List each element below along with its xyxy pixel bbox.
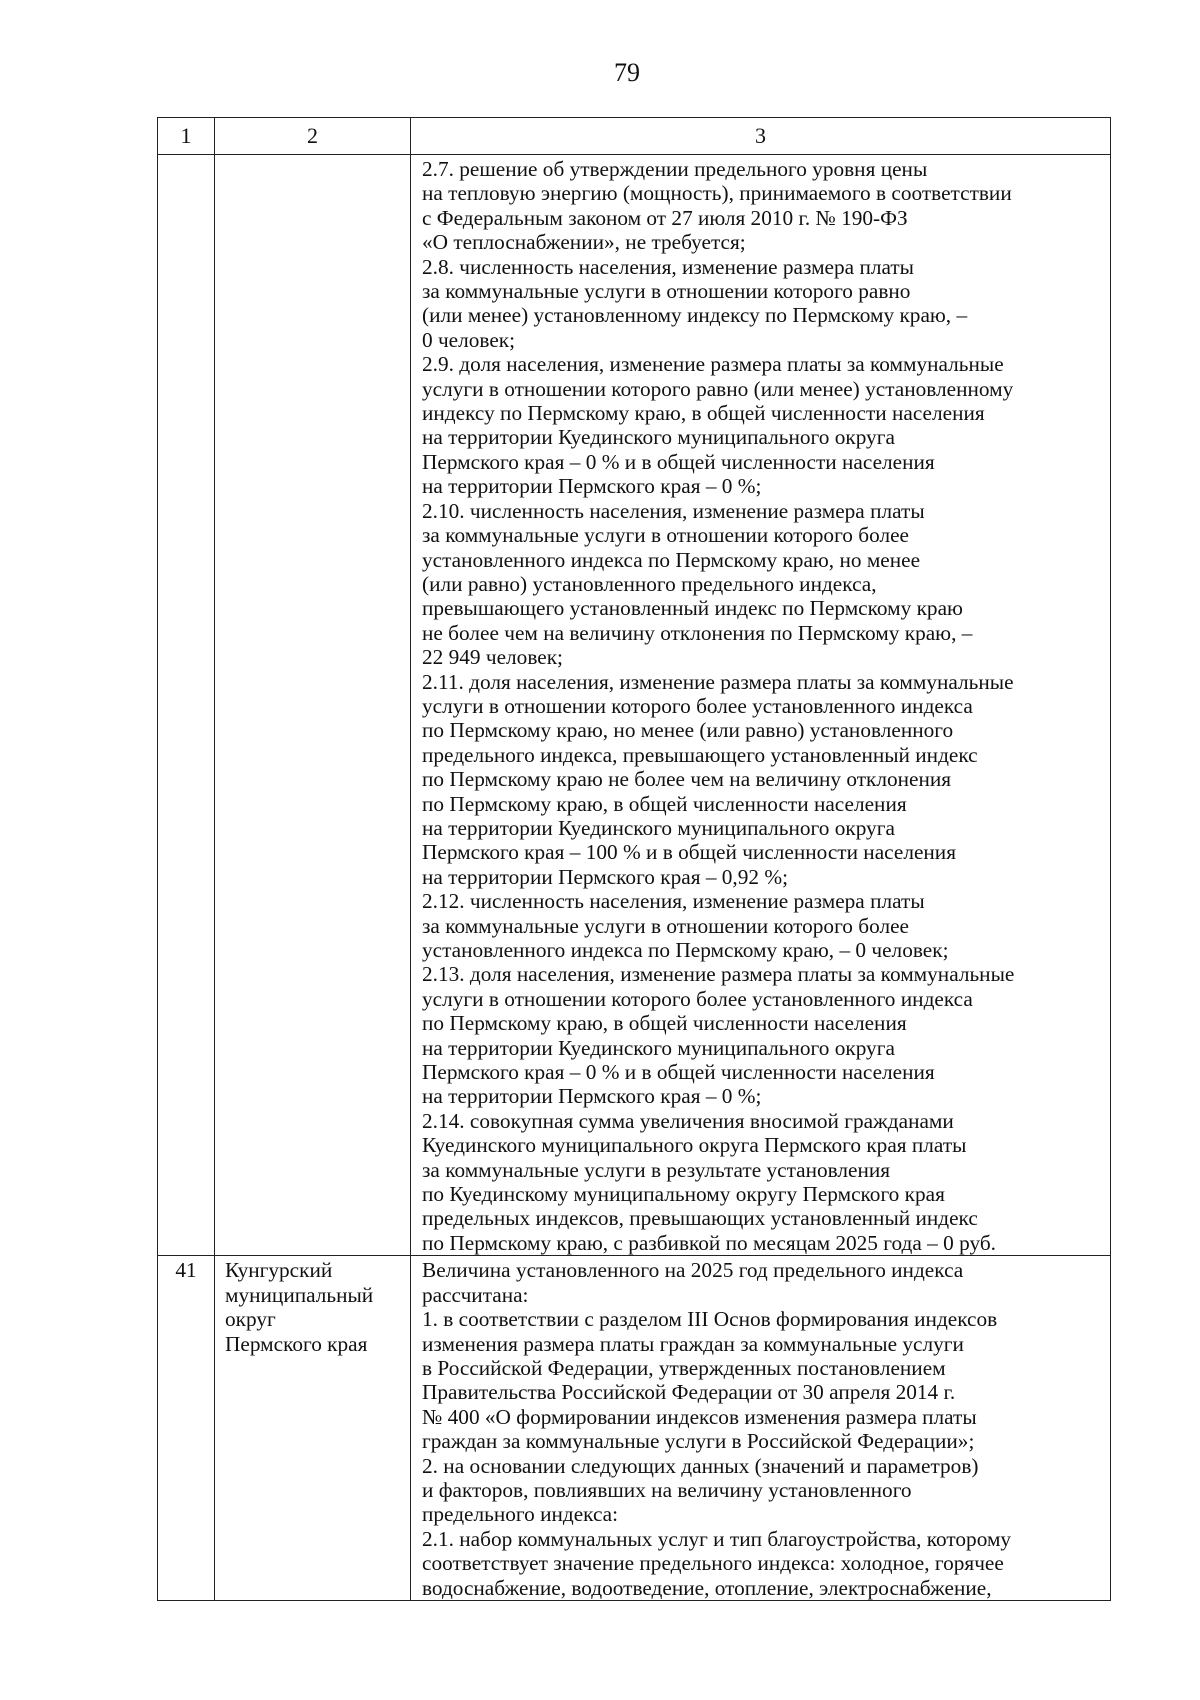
text-line: за коммунальные услуги в отношении которого более [422, 913, 909, 938]
table-header-row [158, 118, 1111, 155]
row-number-cell: 41 [158, 1256, 215, 1601]
row-number-cell [158, 155, 215, 1256]
text-line: 2.13. доля населения, изменение размера платы за коммунальные [422, 962, 1015, 987]
document-table [157, 117, 1111, 1601]
table-row [158, 1256, 1111, 1601]
text-line: предельных индексов, превышающих установленный индекс [422, 1206, 978, 1231]
text-line: 2.14. совокупная сумма увеличения вносимой гражданами [422, 1108, 954, 1133]
header-col-3: 3 [411, 118, 1111, 155]
text-line: 2.1. набор коммунальных услуг и тип благоустройства, которому [422, 1526, 1012, 1551]
text-line: по Пермскому краю, но менее (или равно) установленного [422, 718, 954, 743]
text-line: по Пермскому краю, в общей численности населения [422, 1011, 907, 1036]
text-line: изменения размера платы граждан за коммунальные услуги [422, 1331, 964, 1356]
text-line: индексу по Пермскому краю, в общей численности населения [422, 401, 985, 426]
text-line: на территории Куединского муниципального округа [422, 1035, 895, 1060]
table-row [158, 155, 1111, 1256]
text-line: Пермского края – 0 % и в общей численности населения [422, 1060, 935, 1085]
text-line: на территории Пермского края – 0 %; [422, 474, 762, 499]
text-line: по Пермскому краю, с разбивкой по месяцам 2025 года – 0 руб. [422, 1230, 996, 1255]
text-line: Величина установленного на 2025 год предельного индекса [422, 1258, 964, 1283]
text-line: 2.12. численность населения, изменение размера платы [422, 889, 925, 914]
text-line: услуги в отношении которого более установленного индекса [422, 693, 973, 718]
text-line: 0 человек; [422, 327, 516, 352]
text-line: на территории Пермского края – 0,92 %; [422, 864, 789, 889]
text-line: 22 949 человек; [422, 645, 563, 670]
text-line: 2.8. численность населения, изменение размера платы [422, 254, 914, 279]
text-line: не более чем на величину отклонения по Пермскому краю, – [422, 620, 973, 645]
text-line: 1. в соответствии с разделом III Основ формирования индексов [422, 1307, 998, 1332]
text-line: и факторов, повлиявших на величину установленного [422, 1477, 912, 1502]
municipality-name-line: округ [225, 1307, 276, 1332]
text-line: услуги в отношении которого равно (или менее) установленному [422, 376, 1014, 401]
text-line: соответствует значение предельного индекса: холодное, горячее [422, 1551, 1004, 1576]
text-line: (или равно) установленного предельного индекса, [422, 571, 877, 596]
text-line: (или менее) установленному индексу по Пермскому краю, – [422, 303, 968, 328]
text-line: предельного индекса, превышающего установленный индекс [422, 742, 978, 767]
text-line: 2. на основании следующих данных (значений и параметров) [422, 1453, 979, 1478]
municipality-name-line: Кунгурский [225, 1258, 333, 1283]
text-line: водоснабжение, водоотведение, отопление, электроснабжение, [422, 1575, 992, 1600]
header-col-2: 2 [215, 118, 411, 155]
text-line: по Куединскому муниципальному округу Пермского края [422, 1182, 945, 1207]
municipality-cell [215, 155, 411, 1256]
text-line: № 400 «О формировании индексов изменения размера платы [422, 1404, 977, 1429]
municipality-name-line: муниципальный [225, 1282, 374, 1307]
text-line: по Пермскому краю, в общей численности населения [422, 791, 907, 816]
text-line: «О теплоснабжении», не требуется; [422, 230, 746, 255]
description-cell [411, 155, 1111, 1256]
header-col-1: 1 [158, 118, 215, 155]
text-line: за коммунальные услуги в отношении которого более [422, 523, 909, 548]
text-line: Правительства Российской Федерации от 30 апреля 2014 г. [422, 1380, 956, 1405]
text-line: 2.10. численность населения, изменение размера платы [422, 498, 925, 523]
text-line: с Федеральным законом от 27 июля 2010 г. № 190-ФЗ [422, 205, 908, 230]
text-line: на тепловую энергию (мощность), принимаемого в соответствии [422, 181, 1012, 206]
text-line: Куединского муниципального округа Пермского края платы [422, 1133, 967, 1158]
page-number: 79 [614, 58, 640, 87]
text-line: граждан за коммунальные услуги в Российской Федерации»; [422, 1429, 975, 1454]
text-line: на территории Куединского муниципального округа [422, 815, 895, 840]
text-line: по Пермскому краю не более чем на величину отклонения [422, 767, 952, 792]
text-line: рассчитана: [422, 1282, 529, 1307]
text-line: в Российской Федерации, утвержденных постановлением [422, 1355, 946, 1380]
text-line: Пермского края – 100 % и в общей численности населения [422, 840, 956, 865]
municipality-name-line: Пермского края [225, 1331, 368, 1356]
description-cell [411, 1256, 1111, 1601]
text-line: за коммунальные услуги в результате установления [422, 1157, 891, 1182]
text-line: установленного индекса по Пермскому краю, – 0 человек; [422, 938, 949, 962]
text-line: 2.9. доля населения, изменение размера платы за коммунальные [422, 352, 1004, 377]
text-line: на территории Куединского муниципального округа [422, 425, 895, 450]
text-line: превышающего установленный индекс по Пермскому краю [422, 596, 963, 621]
text-line: установленного индекса по Пермскому краю, но менее [422, 547, 921, 572]
text-line: услуги в отношении которого более установленного индекса [422, 986, 973, 1011]
text-line: 2.7. решение об утверждении предельного уровня цены [422, 157, 928, 181]
text-line: 2.11. доля населения, изменение размера платы за коммунальные [422, 669, 1014, 694]
text-line: Пермского края – 0 % и в общей численности населения [422, 449, 935, 474]
text-line: предельного индекса: [422, 1502, 619, 1527]
municipality-cell [215, 1256, 411, 1601]
text-line: за коммунальные услуги в отношении которого равно [422, 279, 911, 304]
text-line: на территории Пермского края – 0 %; [422, 1084, 762, 1109]
